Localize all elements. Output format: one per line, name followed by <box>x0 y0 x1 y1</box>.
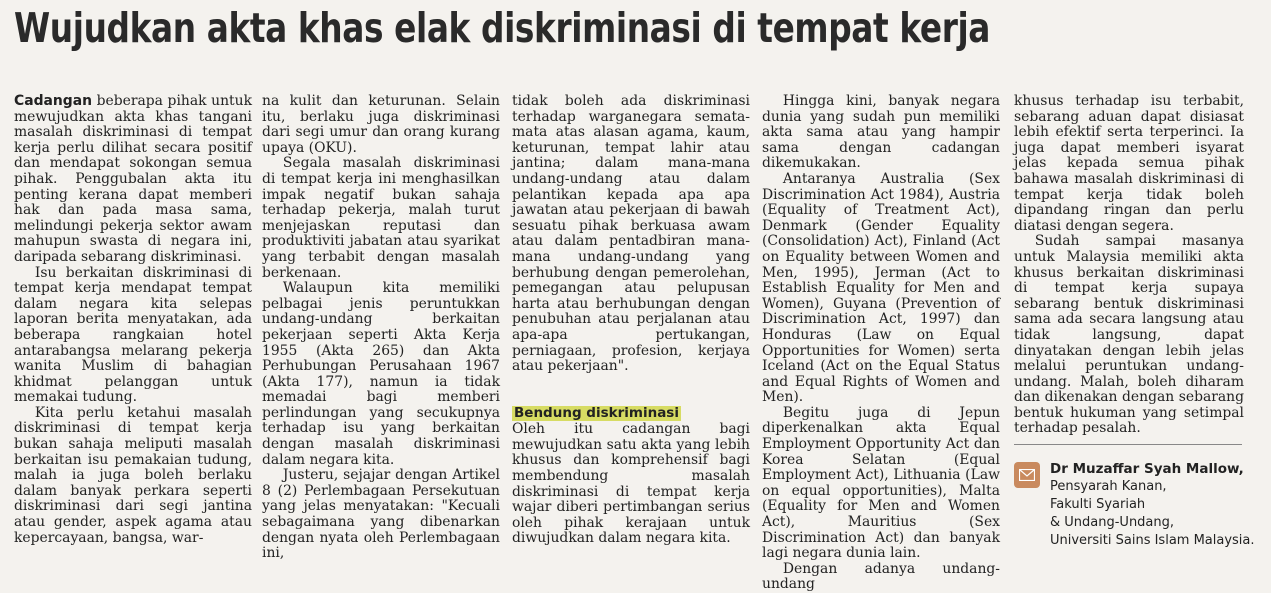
paragraph: Segala masalah diskriminasi di tempat kerja ini menghasilkan impak negatif bukan sahaja terhadap pekerja, malah turut menjejaskan reputasi dan produktiviti jabatan atau syarikat yang terbabit dengan masalah berkenaan. <box>262 155 500 281</box>
paragraph: tidak boleh ada diskriminasi terhadap warganegara semata-mata atas alasan agama, kaum, keturunan, tempat lahir atau jantina; dalam mana-mana undang-undang atau dalam pelantikan kepada apa apa jawatan atau pekerjaan di bawah sesuatu pihak berkuasa awam atau dalam pentadbiran mana-mana undang-undang yang berhubung dengan pemerolehan, pemegangan atau pelupusan harta atau berhubungan dengan penubuhan atau perjalanan atau apa-apa pertukangan, perniagaan, profesion, kerjaya atau pekerjaan". <box>512 93 750 375</box>
paragraph: Justeru, sejajar dengan Artikel 8 (2) Perlembagaan Persekutuan yang jelas menyatakan: "Kecuali sebagaimana yang dibenarkan dengan nyata oleh Perlembagaan ini, <box>262 467 500 562</box>
byline-divider <box>1014 444 1242 445</box>
article-column-5 <box>1014 94 1244 437</box>
article-column-4 <box>762 94 1000 593</box>
headline: Wujudkan akta khas elak diskriminasi di tempat kerja <box>14 4 991 52</box>
paragraph: Kita perlu ketahui masalah diskriminasi di tempat kerja bukan sahaja meliputi masalah berkaitan isu pemakaian tudung, malah ia juga boleh berlaku dalam banyak perkara seperti diskriminasi dari segi jantina atau gender, aspek agama atau kepercayaan, bangsa, war- <box>14 404 252 546</box>
article-column-3 <box>512 94 750 547</box>
author-faculty: Fakulti Syariah <box>1050 497 1146 512</box>
author-name: Dr Muzaffar Syah Mallow, <box>1050 461 1244 477</box>
paragraph: Isu berkaitan diskriminasi di tempat kerja mendapat tempat dalam negara kita selepas laporan berita menyatakan, ada beberapa rangkaian hotel antarabangsa melarang pekerja wanita Muslim di bahagian khidmat pelanggan untuk memakai tudung. <box>14 264 252 406</box>
author-title: Pensyarah Kanan, <box>1050 479 1167 494</box>
paragraph: Dengan adanya undang-undang <box>762 560 1000 593</box>
byline <box>1050 460 1265 550</box>
subhead-spacer <box>512 375 750 406</box>
paragraph: khusus terhadap isu terbabit, sebarang aduan dapat disiasat lebih efektif serta terperinci. Ia juga dapat memberi isyarat jelas kepada semua pihak bahawa masalah diskriminasi di tempat kerja tidak boleh dipandang ringan dan perlu diatasi dengan segera. <box>1014 93 1244 234</box>
paragraph: Cadangan beberapa pihak untuk mewujudkan akta khas tangani masalah diskriminasi di tempat kerja perlu dilihat secara positif dan mendapat sokongan semua pihak. Penggubalan akta itu penting kerana dapat memberi hak dan pada masa sama, melindungi pekerja sektor awam mahupun swasta di negara ini, daripada sebarang diskriminasi. <box>14 93 252 265</box>
lead-word: Cadangan <box>14 93 92 109</box>
article-column-2 <box>262 94 500 562</box>
paragraph: Walaupun kita memiliki pelbagai jenis peruntukkan undang-undang berkaitan pekerjaan seperti Akta Kerja 1955 (Akta 265) dan Akta Perhubungan Perusahaan 1967 (Akta 177), namun ia tidak memadai bagi memberi perlindungan yang secukupnya terhadap isu yang berkaitan dengan masalah diskriminasi dalam negara kita. <box>262 280 500 468</box>
paragraph: Sudah sampai masanya untuk Malaysia memiliki akta khusus berkaitan diskriminasi di tempat kerja supaya sebarang bentuk diskriminasi sama ada secara langsung atau tidak langsung, dapat dinyatakan dengan lebih jelas melalui peruntukan undang-undang. Malah, boleh diharam dan dikenakan dengan sebarang bentuk hukuman yang setimpal terhadap pesalah. <box>1014 233 1244 437</box>
envelope-icon <box>1014 462 1040 488</box>
paragraph: Begitu juga di Jepun diperkenalkan akta Equal Employment Opportunity Act dan Korea Selatan (Equal Employment Act), Lithuania (Law on equal opportunities), Malta (Equality for Men and Women Act), Mauritius (Sex Discrimination Act) dan banyak lagi negara dunia lain. <box>762 404 1000 562</box>
paragraph: Oleh itu cadangan bagi mewujudkan satu akta yang lebih khusus dan komprehensif bagi membendung masalah diskriminasi di tempat kerja wajar diberi pertimbangan serius oleh pihak kerajaan untuk diwujudkan dalam negara kita. <box>512 421 750 547</box>
author-faculty-cont: & Undang-Undang, <box>1050 515 1175 530</box>
author-university: Universiti Sains Islam Malaysia. <box>1050 533 1255 548</box>
article-column-1 <box>14 94 252 546</box>
subhead: Bendung diskriminasi <box>514 404 679 421</box>
paragraph: Hingga kini, banyak negara dunia yang sudah pun memiliki akta sama atau yang hampir sama dengan cadangan dikemukakan. <box>762 93 1000 172</box>
paragraph: na kulit dan keturunan. Selain itu, berlaku juga diskriminasi dari segi umur dan orang kurang upaya (OKU). <box>262 93 500 156</box>
paragraph: Antaranya Australia (Sex Discrimination Act 1984), Austria (Equality of Treatment Act), Denmark (Gender Equality (Consolidation) Act), Finland (Act on Equality between Women and Men, 1995), Jerman (Act to Establish Equality for Men and Women), Guyana (Prevention of Discrimination Act, 1997) dan Honduras (Law on Equal Opportunities for Women) serta Iceland (Act on the Equal Status and Equal Rights of Women and Men). <box>762 170 1000 406</box>
